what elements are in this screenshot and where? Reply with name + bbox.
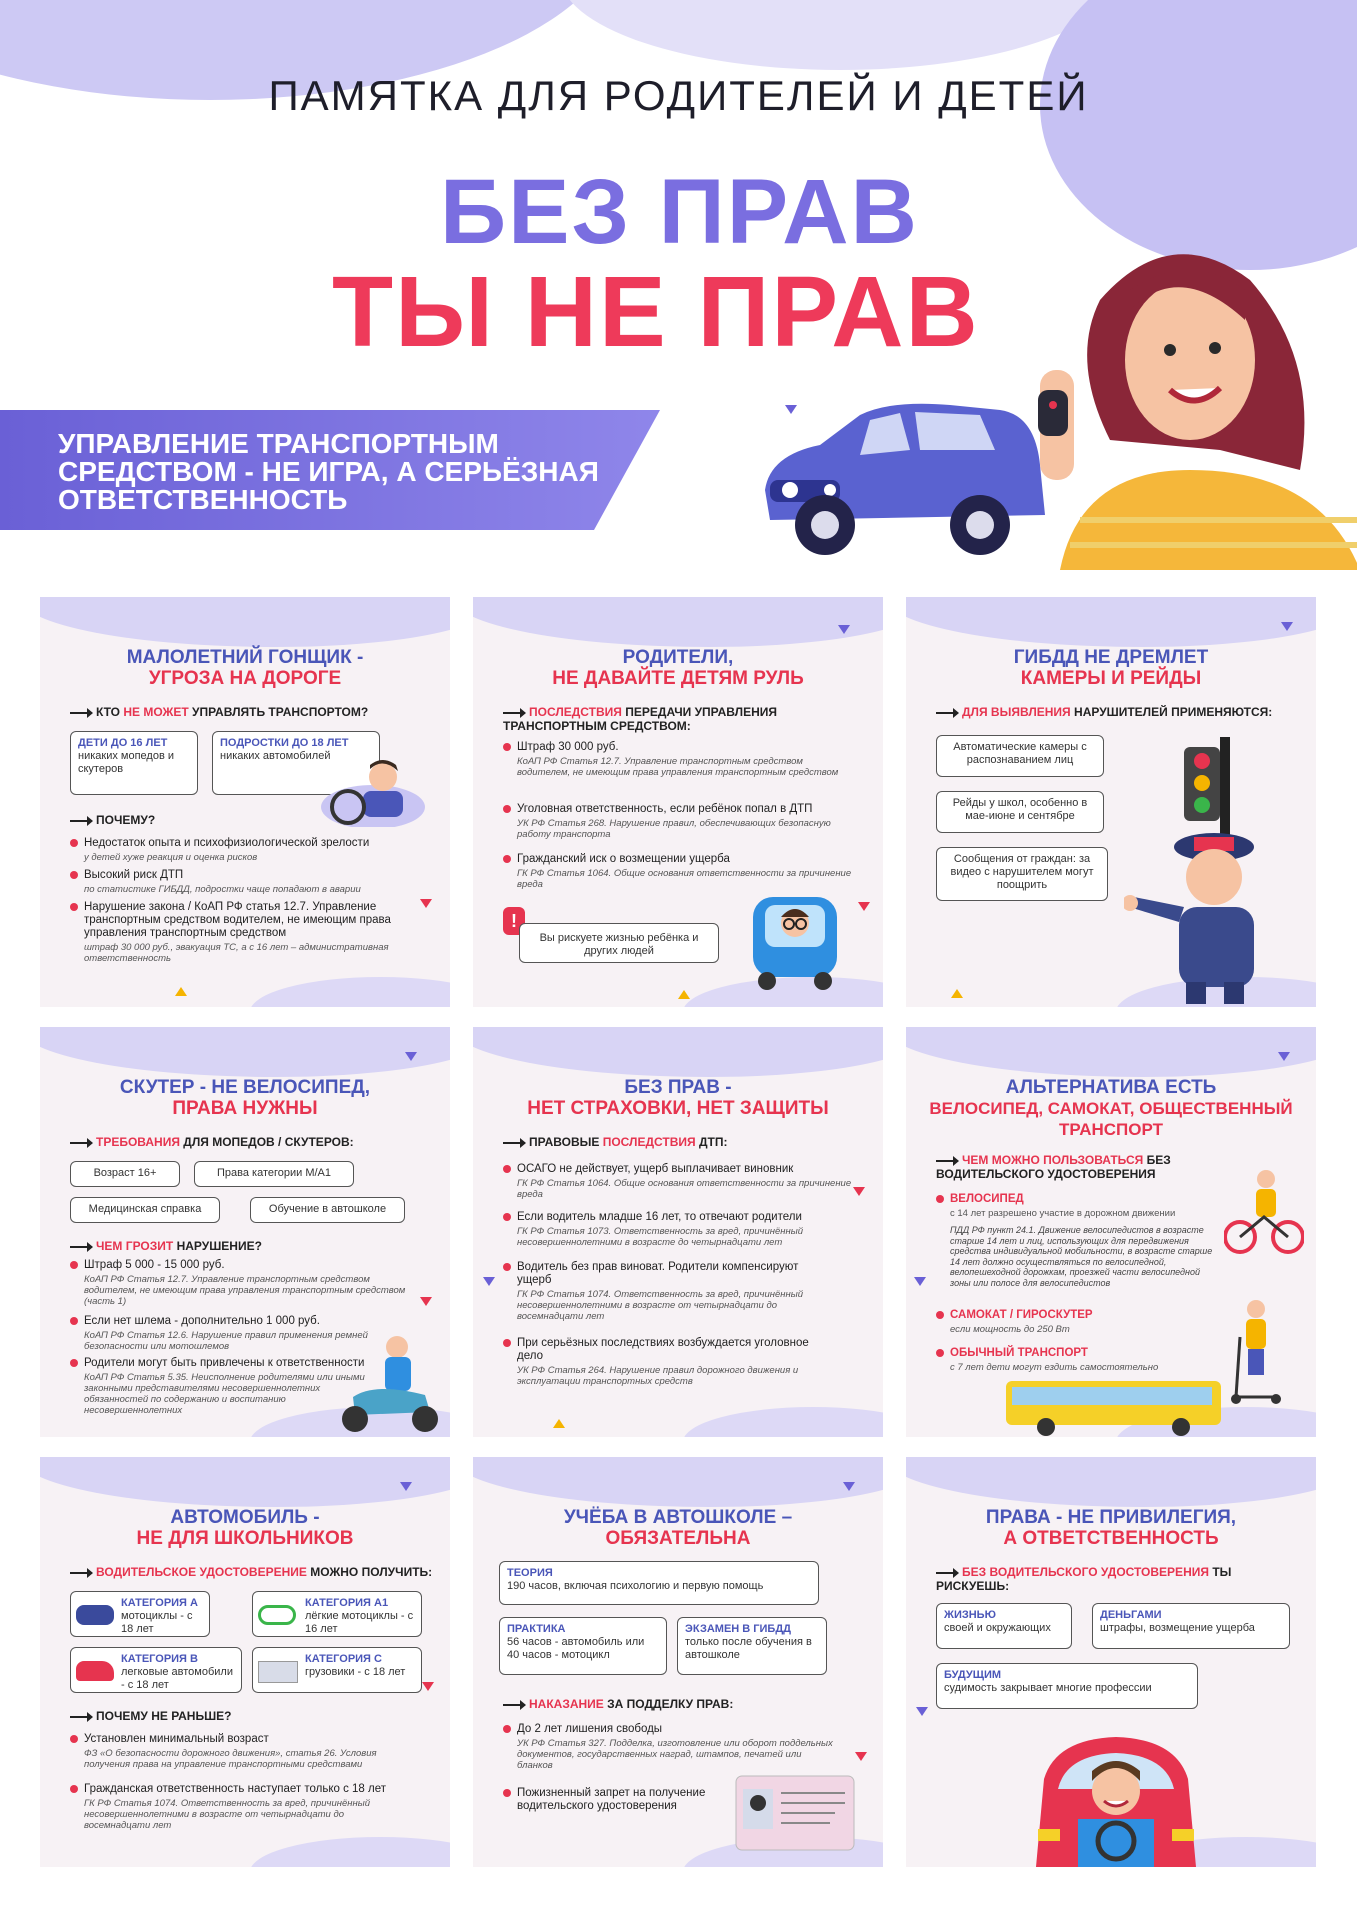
arrow-icon xyxy=(503,712,525,714)
title-line-2: ТЫ НЕ ПРАВ xyxy=(332,256,980,368)
card-title xyxy=(40,1507,450,1549)
risk-text: штрафы, возмещение ущерба xyxy=(1100,1622,1255,1634)
bullet-subtext: КоАП РФ Статья 12.7. Управление транспортным средством водителем, не имеющим права управления транспортным средством (часть 1) xyxy=(84,1274,406,1307)
question-row xyxy=(936,1565,1266,1593)
question-highlight: ПОСЛЕДСТВИЯ xyxy=(529,705,622,719)
bullet-subtext: КоАП РФ Статья 5.35. Неисполнение родителями или иными законными представителями несовершеннолетних обязанностей по содержанию и воспитанию несовершеннолетних xyxy=(84,1372,365,1416)
car-illustration xyxy=(750,395,1050,565)
decor-triangle xyxy=(858,902,870,911)
card-title-line-2: НЕ ДАВАЙТЕ ДЕТЯМ РУЛЬ xyxy=(552,668,804,689)
card-wave xyxy=(683,1407,883,1437)
method-text: Автоматические камеры с распознаванием лиц xyxy=(953,741,1087,766)
bullet-item xyxy=(503,803,853,840)
bullet-text: ВЕЛОСИПЕД xyxy=(950,1193,1024,1205)
card-wave xyxy=(906,1457,1316,1507)
method-box xyxy=(936,735,1104,777)
question-text: ПОЧЕМУ? xyxy=(96,813,156,827)
decor-triangle xyxy=(914,1277,926,1286)
decor-triangle xyxy=(951,989,963,998)
bullet-item xyxy=(70,901,400,964)
info-box-heading: ТЕОРИЯ xyxy=(507,1567,553,1579)
arrow-icon xyxy=(936,712,958,714)
motorcycle-icon xyxy=(76,1605,114,1625)
card-title-line-2: УГРОЗА НА ДОРОГЕ xyxy=(148,668,342,689)
card-title-line-2: НЕТ СТРАХОВКИ, НЕТ ЗАЩИТЫ xyxy=(527,1098,829,1119)
cyclist-illustration xyxy=(1224,1167,1304,1257)
decor-triangle xyxy=(553,1419,565,1428)
requirement-text: Медицинская справка xyxy=(88,1203,202,1215)
warning-text: Вы рискуете жизнью ребёнка и других людей xyxy=(539,932,699,957)
bullet-subtext: штраф 30 000 руб., эвакуация ТС, а с 16 лет – административная ответственность xyxy=(84,942,389,964)
bullet-item xyxy=(503,1787,723,1813)
card-title-line-1: ГИБДД НЕ ДРЕМЛЕТ xyxy=(1013,647,1209,668)
card-parents xyxy=(473,597,883,1007)
risk-box xyxy=(1092,1603,1290,1649)
bullet-subtext: ГК РФ Статья 1073. Ответственность за вред, причинённый несовершеннолетними в возрасте до четырнадцати лет xyxy=(517,1226,804,1248)
category-heading: КАТЕГОРИЯ С xyxy=(305,1653,382,1665)
warning-icon: ! xyxy=(503,907,525,935)
card-wave xyxy=(250,977,450,1007)
bullet-subtext: КоАП РФ Статья 12.7. Управление транспортным средством водителем, не имеющим права управления транспортным средством xyxy=(517,756,839,778)
info-box-heading: ПОДРОСТКИ ДО 18 ЛЕТ xyxy=(220,737,349,749)
method-text: Рейды у школ, особенно в мае-июне и сентябре xyxy=(952,797,1088,822)
card-wave xyxy=(40,1027,450,1077)
bus-illustration xyxy=(1006,1379,1226,1437)
question-highlight: ДЛЯ ВЫЯВЛЕНИЯ xyxy=(962,705,1071,719)
card-wave xyxy=(473,597,883,647)
bullet-item xyxy=(70,1259,420,1307)
requirement-pill xyxy=(194,1161,354,1187)
card-traffic-police xyxy=(906,597,1316,1007)
question-text: МОЖНО ПОЛУЧИТЬ: xyxy=(306,1565,433,1579)
decor-triangle xyxy=(1278,1052,1290,1061)
arrow-icon xyxy=(503,1142,525,1144)
requirement-text: Обучение в автошколе xyxy=(268,1203,387,1215)
scooter-kid-illustration xyxy=(1226,1297,1286,1407)
decor-triangle xyxy=(1281,622,1293,631)
card-driving-school xyxy=(473,1457,883,1867)
bullet-text: Нарушение закона / КоАП РФ статья 12.7. Управление транспортным средством водителем, не имеющим права управления транспортным средством xyxy=(84,901,391,939)
category-text: грузовики - с 18 лет xyxy=(305,1666,406,1678)
card-wave xyxy=(250,1837,450,1867)
question-row xyxy=(70,1239,262,1253)
bullet-subtext: у детей хуже реакция и оценка рисков xyxy=(84,852,258,863)
question-row xyxy=(503,705,833,733)
bullet-text: Недостаток опыта и психофизиологической зрелости xyxy=(84,837,370,849)
title-line-1: БЕЗ ПРАВ xyxy=(440,161,919,263)
dirt-bike-icon xyxy=(258,1605,296,1625)
bullet-subtext: УК РФ Статья 268. Нарушение правил, обеспечивающих безопасную работу транспорта xyxy=(517,818,831,840)
card-title-line-1: АВТОМОБИЛЬ - xyxy=(170,1507,320,1528)
bullet-text: Штраф 5 000 - 15 000 руб. xyxy=(84,1259,225,1271)
child-in-car-illustration xyxy=(745,877,845,992)
requirement-pill xyxy=(70,1197,220,1223)
question-highlight: ЧЕМ ГРОЗИТ xyxy=(96,1239,174,1253)
card-title xyxy=(40,1077,450,1119)
card-title-line-2: КАМЕРЫ И РЕЙДЫ xyxy=(1020,668,1202,689)
card-title-line-1: АЛЬТЕРНАТИВА ЕСТЬ xyxy=(1005,1077,1217,1098)
question-highlight: ВОДИТЕЛЬСКОЕ УДОСТОВЕРЕНИЕ xyxy=(96,1565,307,1579)
card-title-line-2: ПРАВА НУЖНЫ xyxy=(172,1098,318,1119)
bullet-subtext: ГК РФ Статья 1064. Общие основания ответственности за причинение вреда xyxy=(517,868,852,890)
bullet-item xyxy=(70,837,420,863)
arrow-icon xyxy=(70,712,92,714)
card-car-not-for-students xyxy=(40,1457,450,1867)
question-highlight: НАКАЗАНИЕ xyxy=(529,1697,604,1711)
arrow-icon xyxy=(70,1572,92,1574)
arrow-icon xyxy=(936,1160,958,1162)
bullet-subtext: КоАП РФ Статья 12.6. Нарушение правил применения ремней безопасности или мотошлемов xyxy=(84,1330,368,1352)
banner-text: УПРАВЛЕНИЕ ТРАНСПОРТНЫМ СРЕДСТВОМ - НЕ ИГРА, А СЕРЬЁЗНАЯ ОТВЕТСТВЕННОСТЬ xyxy=(58,428,599,515)
girl-illustration xyxy=(1020,240,1357,570)
question-text: ПРАВОВЫЕ xyxy=(529,1135,603,1149)
requirement-pill xyxy=(70,1161,180,1187)
info-box-text: только после обучения в автошколе xyxy=(685,1636,812,1661)
question-text: ДЛЯ МОПЕДОВ / СКУТЕРОВ: xyxy=(179,1135,354,1149)
method-text: Сообщения от граждан: за видео с нарушителем могут поощрить xyxy=(950,853,1094,891)
question-text: ПОЧЕМУ НЕ РАНЬШЕ? xyxy=(96,1709,232,1723)
bullet-text: Если водитель младше 16 лет, то отвечают родители xyxy=(517,1211,802,1223)
bullet-item xyxy=(70,1733,410,1770)
info-box-text: никаких автомобилей xyxy=(220,750,331,762)
scooter-rider-illustration xyxy=(335,1327,445,1437)
risk-box xyxy=(936,1663,1198,1709)
card-no-insurance xyxy=(473,1027,883,1437)
decor-triangle xyxy=(853,1187,865,1196)
card-wave xyxy=(40,597,450,647)
decor-triangle xyxy=(838,625,850,634)
decor-triangle xyxy=(405,1052,417,1061)
card-title-line-2: А ОТВЕТСТВЕННОСТЬ xyxy=(1003,1528,1219,1549)
arrow-icon xyxy=(70,1246,92,1248)
young-driver-illustration xyxy=(1016,1719,1216,1867)
info-box-text: никаких мопедов и скутеров xyxy=(78,750,174,775)
bullet-subtext: ФЗ «О безопасности дорожного движения», статья 26. Условия получения права на управление транспортными средствами xyxy=(84,1748,377,1770)
info-box-text: 56 часов - автомобиль или 40 часов - мотоцикл xyxy=(507,1636,645,1661)
question-row xyxy=(936,1153,1266,1181)
warning-box xyxy=(519,923,719,963)
bullet-item xyxy=(70,1783,410,1831)
bullet-item xyxy=(503,1337,833,1387)
bullet-item xyxy=(936,1347,1196,1373)
card-title xyxy=(906,1507,1316,1549)
boy-driving-illustration xyxy=(318,757,428,827)
info-box-heading: ПРАКТИКА xyxy=(507,1623,566,1635)
bullet-item xyxy=(70,869,420,895)
question-highlight: НЕ МОЖЕТ xyxy=(123,705,189,719)
category-text: легковые автомобили - с 18 лет xyxy=(121,1666,233,1691)
card-title xyxy=(473,1507,883,1549)
poster-subtitle: ПАМЯТКА ДЛЯ РОДИТЕЛЕЙ И ДЕТЕЙ xyxy=(268,72,1089,119)
card-alternatives xyxy=(906,1027,1316,1437)
bullet-subtext: УК РФ Статья 264. Нарушение правил дорожного движения и эксплуатации транспортных средств xyxy=(517,1365,799,1387)
car-icon xyxy=(76,1661,114,1681)
card-title-line-1: УЧЁБА В АВТОШКОЛЕ – xyxy=(563,1507,793,1528)
question-text: ЗА ПОДДЕЛКУ ПРАВ: xyxy=(603,1697,734,1711)
card-title-line-1: РОДИТЕЛИ, xyxy=(622,647,734,668)
question-highlight: ПОСЛЕДСТВИЯ xyxy=(602,1135,696,1149)
bullet-text: САМОКАТ / ГИРОСКУТЕР xyxy=(950,1309,1093,1321)
category-heading: КАТЕГОРИЯ А xyxy=(121,1597,198,1609)
question-text: УПРАВЛЯТЬ ТРАНСПОРТОМ? xyxy=(188,705,369,719)
decor-triangle xyxy=(420,1297,432,1306)
question-highlight: БЕЗ ВОДИТЕЛЬСКОГО УДОСТОВЕРЕНИЯ xyxy=(962,1565,1209,1579)
bullet-text: При серьёзных последствиях возбуждается уголовное дело xyxy=(517,1337,809,1362)
card-young-racer xyxy=(40,597,450,1007)
arrow-icon xyxy=(936,1572,958,1574)
question-highlight: ЧЕМ МОЖНО ПОЛЬЗОВАТЬСЯ xyxy=(962,1153,1144,1167)
question-row xyxy=(936,705,1296,719)
question-row xyxy=(70,1565,432,1579)
method-box xyxy=(936,791,1104,833)
bullet-text: ОБЫЧНЫЙ ТРАНСПОРТ xyxy=(950,1347,1088,1359)
bullet-text: До 2 лет лишения свободы xyxy=(517,1723,663,1735)
risk-heading: ДЕНЬГАМИ xyxy=(1100,1609,1162,1621)
police-officer-illustration xyxy=(1124,727,1304,1007)
arrow-icon xyxy=(70,820,92,822)
bullet-item xyxy=(503,1261,833,1322)
card-wave xyxy=(473,1027,883,1077)
question-text: НАРУШИТЕЛЕЙ ПРИМЕНЯЮТСЯ: xyxy=(1070,705,1273,719)
card-wave xyxy=(473,1457,883,1507)
card-rights-responsibility xyxy=(906,1457,1316,1867)
bullet-item xyxy=(503,1723,833,1771)
arrow-icon xyxy=(70,1142,92,1144)
bg-blob xyxy=(1040,0,1357,270)
question-highlight: ТРЕБОВАНИЯ xyxy=(96,1135,180,1149)
card-wave xyxy=(906,1027,1316,1077)
card-title xyxy=(906,1077,1316,1140)
decor-triangle xyxy=(916,1707,928,1716)
card-title xyxy=(473,1077,883,1119)
question-row xyxy=(70,813,155,827)
bullet-subtext: ГК РФ Статья 1074. Ответственность за вред, причинённый несовершеннолетними в возрасте от четырнадцати до восемнадцати лет xyxy=(84,1798,371,1831)
question-row xyxy=(503,1135,727,1149)
info-box xyxy=(677,1617,827,1675)
bullet-item xyxy=(936,1309,1196,1335)
bullet-item xyxy=(70,1315,370,1352)
card-title-line-2: ВЕЛОСИПЕД, САМОКАТ, ОБЩЕСТВЕННЫЙ ТРАНСПОРТ xyxy=(929,1099,1293,1139)
truck-icon xyxy=(258,1661,298,1683)
decor-triangle xyxy=(400,1482,412,1491)
decor-triangle xyxy=(678,990,690,999)
info-box-heading: ДЕТИ ДО 16 ЛЕТ xyxy=(78,737,168,749)
bullet-text: Штраф 30 000 руб. xyxy=(517,741,619,753)
decor-triangle xyxy=(843,1482,855,1491)
question-row xyxy=(503,1697,733,1711)
card-wave xyxy=(906,597,1316,647)
bullet-item xyxy=(936,1193,1236,1219)
card-wave xyxy=(40,1457,450,1507)
bullet-subtext: ГК РФ Статья 1064. Общие основания ответственности за причинение вреда xyxy=(517,1178,852,1200)
risk-text: судимость закрывает многие профессии xyxy=(944,1682,1152,1694)
method-box xyxy=(936,847,1108,901)
category-heading: КАТЕГОРИЯ В xyxy=(121,1653,198,1665)
question-text: ПЕРЕДАЧИ УПРАВЛЕНИЯ ТРАНСПОРТНЫМ СРЕДСТВОМ: xyxy=(503,705,777,733)
risk-box xyxy=(936,1603,1072,1649)
category-heading: КАТЕГОРИЯ А1 xyxy=(305,1597,389,1609)
card-title-line-1: МАЛОЛЕТНИЙ ГОНЩИК - xyxy=(126,647,364,668)
bullet-text: Родители могут быть привлечены к ответственности xyxy=(84,1357,365,1369)
card-title-line-1: БЕЗ ПРАВ - xyxy=(624,1077,732,1098)
info-box xyxy=(499,1617,667,1675)
bullet-text: Гражданская ответственность наступает только с 18 лет xyxy=(84,1783,387,1795)
bullet-item xyxy=(503,741,853,778)
card-title-line-2: ОБЯЗАТЕЛЬНА xyxy=(605,1528,751,1549)
info-box-text: 190 часов, включая психологию и первую помощь xyxy=(507,1580,764,1592)
arrow-icon xyxy=(70,1716,92,1718)
requirement-text: Возраст 16+ xyxy=(93,1167,157,1179)
bullet-text: Если нет шлема - дополнительно 1 000 руб. xyxy=(84,1315,320,1327)
question-text: ТЫ РИСКУЕШЬ: xyxy=(936,1565,1232,1593)
info-box xyxy=(70,731,198,795)
bullet-text: Водитель без прав виноват. Родители компенсируют ущерб xyxy=(517,1261,799,1286)
question-text: НАРУШЕНИЕ? xyxy=(173,1239,262,1253)
bullet-item xyxy=(503,1163,853,1200)
decor-triangle xyxy=(785,405,797,414)
bullet-subtext: УК РФ Статья 327. Подделка, изготовление или оборот поддельных документов, государственных наград, штампов, печатей или бланков xyxy=(517,1738,833,1771)
driver-license-illustration xyxy=(735,1775,855,1851)
bullet-text: Гражданский иск о возмещении ущерба xyxy=(517,853,730,865)
card-title xyxy=(473,647,883,689)
bullet-item xyxy=(503,1211,853,1248)
card-title-line-2: НЕ ДЛЯ ШКОЛЬНИКОВ xyxy=(136,1528,354,1549)
card-title-line-1: ПРАВА - НЕ ПРИВИЛЕГИЯ, xyxy=(985,1507,1237,1528)
card-scooter xyxy=(40,1027,450,1437)
question-row xyxy=(70,1135,354,1149)
rule-note: ПДД РФ пункт 24.1. Движение велосипедистов в возрасте старше 14 лет и лиц, использующих для передвижения средства индивидуальной мобильности, в возрасте старше 14 лет должно осуществляться по велосипедной, велопешеходной дорожкам, проезжей части велосипедной зоны или полосе для велосипедистов xyxy=(950,1225,1213,1288)
risk-heading: ЖИЗНЬЮ xyxy=(944,1609,996,1621)
bullet-subtext: с 14 лет разрешено участие в дорожном движении xyxy=(950,1208,1176,1219)
decor-triangle xyxy=(422,1682,434,1691)
category-text: лёгкие мотоциклы - с 16 лет xyxy=(305,1610,414,1635)
bullet-text: Уголовная ответственность, если ребёнок попал в ДТП xyxy=(517,803,813,815)
bullet-text: Установлен минимальный возраст xyxy=(84,1733,269,1745)
question-text: БЕЗ ВОДИТЕЛЬСКОГО УДОСТОВЕРЕНИЯ xyxy=(936,1153,1171,1181)
card-title xyxy=(40,647,450,689)
bullet-text: Пожизненный запрет на получение водительского удостоверения xyxy=(517,1787,706,1812)
bullet-subtext: с 7 лет дети могут ездить самостоятельно xyxy=(950,1362,1159,1373)
requirement-pill xyxy=(250,1197,405,1223)
bg-blob xyxy=(560,0,1120,70)
question-text: КТО xyxy=(96,705,124,719)
risk-heading: БУДУЩИМ xyxy=(944,1669,1002,1681)
card-title-line-1: СКУТЕР - НЕ ВЕЛОСИПЕД, xyxy=(119,1077,371,1098)
question-row xyxy=(70,705,368,719)
category-text: мотоциклы - с 18 лет xyxy=(121,1610,193,1635)
info-box xyxy=(499,1561,819,1605)
decor-triangle xyxy=(420,899,432,908)
decor-triangle xyxy=(175,987,187,996)
bullet-subtext: по статистике ГИБДД, подростки чаще попадают в аварии xyxy=(84,884,361,895)
info-box-heading: ЭКЗАМЕН В ГИБДД xyxy=(685,1623,792,1635)
decor-triangle xyxy=(483,1277,495,1286)
card-title xyxy=(906,647,1316,689)
bullet-text: ОСАГО не действует, ущерб выплачивает виновник xyxy=(517,1163,794,1175)
bullet-text: Высокий риск ДТП xyxy=(84,869,184,881)
bullet-subtext: ГК РФ Статья 1074. Ответственность за вред, причинённый несовершеннолетними в возрасте от четырнадцати до восемнадцати лет xyxy=(517,1289,804,1322)
question-text: ДТП: xyxy=(695,1135,728,1149)
decor-triangle xyxy=(855,1752,867,1761)
requirement-text: Права категории М/А1 xyxy=(216,1167,332,1179)
risk-text: своей и окружающих xyxy=(944,1622,1051,1634)
arrow-icon xyxy=(503,1704,525,1706)
question-row xyxy=(70,1709,232,1723)
bullet-subtext: если мощность до 250 Вт xyxy=(950,1324,1070,1335)
bullet-item xyxy=(70,1357,370,1416)
